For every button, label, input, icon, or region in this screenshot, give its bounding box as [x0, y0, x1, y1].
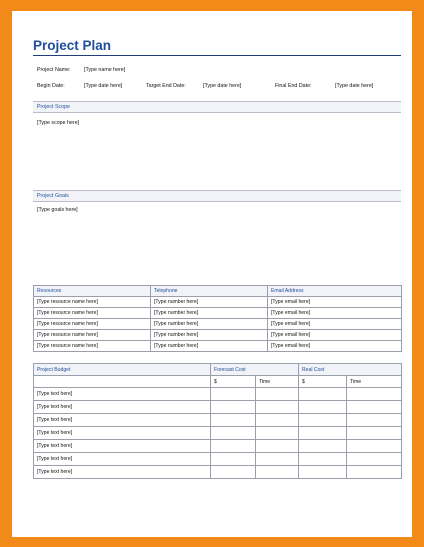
real-time-cell[interactable]: [347, 453, 402, 466]
budget-item-cell[interactable]: [Type text here]: [34, 427, 211, 440]
forecast-time-cell[interactable]: [256, 440, 299, 453]
email-cell[interactable]: [Type email here]: [268, 341, 402, 352]
real-time-cell[interactable]: [347, 427, 402, 440]
table-row: [34, 330, 402, 341]
forecast-time-cell[interactable]: [256, 466, 299, 479]
resources-header-row: [34, 286, 402, 297]
forecast-cost-column-header: Forecast Cost: [211, 364, 299, 376]
budget-item-cell[interactable]: [Type text here]: [34, 466, 211, 479]
table-row: [34, 401, 402, 414]
final-end-date-label: Final End Date:: [275, 83, 312, 89]
begin-date-field[interactable]: [Type date here]: [84, 83, 123, 89]
real-time-cell[interactable]: [347, 414, 402, 427]
table-row: [34, 440, 402, 453]
budget-header-row: [34, 364, 402, 376]
forecast-dollar-cell[interactable]: [211, 388, 256, 401]
page-title: Project Plan: [33, 38, 112, 53]
table-row: [34, 319, 402, 330]
forecast-dollar-cell[interactable]: [211, 453, 256, 466]
telephone-cell[interactable]: [Type number here]: [151, 297, 268, 308]
real-time-cell[interactable]: [347, 466, 402, 479]
table-row: [34, 341, 402, 352]
telephone-cell[interactable]: [Type number here]: [151, 330, 268, 341]
forecast-time-subheader: Time: [256, 376, 299, 388]
budget-item-cell[interactable]: [Type text here]: [34, 440, 211, 453]
table-row: [34, 466, 402, 479]
real-time-cell[interactable]: [347, 440, 402, 453]
table-row: [34, 388, 402, 401]
forecast-dollar-cell[interactable]: [211, 427, 256, 440]
project-goals-header: [33, 190, 401, 202]
target-end-date-field[interactable]: [Type date here]: [203, 83, 242, 89]
email-cell[interactable]: [Type email here]: [268, 330, 402, 341]
final-end-date-field[interactable]: [Type date here]: [335, 83, 374, 89]
title-divider: [33, 55, 401, 56]
email-cell[interactable]: [Type email here]: [268, 308, 402, 319]
budget-item-cell[interactable]: [Type text here]: [34, 401, 211, 414]
table-row: [34, 427, 402, 440]
document-page: [12, 11, 412, 537]
table-row: [34, 297, 402, 308]
budget-item-cell[interactable]: [Type text here]: [34, 388, 211, 401]
forecast-time-cell[interactable]: [256, 427, 299, 440]
table-row: [34, 414, 402, 427]
project-goals-field[interactable]: [Type goals here]: [37, 207, 78, 213]
real-dollar-cell[interactable]: [299, 427, 347, 440]
budget-item-cell[interactable]: [Type text here]: [34, 414, 211, 427]
real-dollar-cell[interactable]: [299, 388, 347, 401]
telephone-cell[interactable]: [Type number here]: [151, 319, 268, 330]
project-goals-heading: Project Goals: [37, 193, 69, 199]
forecast-dollar-subheader: $: [211, 376, 256, 388]
project-scope-field[interactable]: [Type scope here]: [37, 120, 80, 126]
project-name-label: Project Name:: [37, 67, 71, 73]
budget-table: [33, 363, 402, 479]
forecast-time-cell[interactable]: [256, 388, 299, 401]
forecast-time-cell[interactable]: [256, 453, 299, 466]
project-name-field[interactable]: [Type name here]: [84, 67, 126, 73]
email-cell[interactable]: [Type email here]: [268, 319, 402, 330]
forecast-dollar-cell[interactable]: [211, 414, 256, 427]
forecast-dollar-cell[interactable]: [211, 440, 256, 453]
real-dollar-cell[interactable]: [299, 466, 347, 479]
real-time-subheader: Time: [347, 376, 402, 388]
resource-name-cell[interactable]: [Type resource name here]: [34, 319, 151, 330]
begin-date-label: Begin Date:: [37, 83, 65, 89]
real-time-cell[interactable]: [347, 388, 402, 401]
forecast-time-cell[interactable]: [256, 414, 299, 427]
project-scope-header: [33, 101, 401, 113]
table-row: [34, 453, 402, 466]
resource-name-cell[interactable]: [Type resource name here]: [34, 341, 151, 352]
resource-name-cell[interactable]: [Type resource name here]: [34, 308, 151, 319]
telephone-cell[interactable]: [Type number here]: [151, 308, 268, 319]
budget-subheader-row: [34, 376, 402, 388]
budget-item-cell[interactable]: [Type text here]: [34, 453, 211, 466]
real-dollar-cell[interactable]: [299, 414, 347, 427]
real-dollar-cell[interactable]: [299, 453, 347, 466]
real-dollar-cell[interactable]: [299, 401, 347, 414]
table-row: [34, 308, 402, 319]
real-dollar-cell[interactable]: [299, 440, 347, 453]
forecast-time-cell[interactable]: [256, 401, 299, 414]
forecast-dollar-cell[interactable]: [211, 466, 256, 479]
real-time-cell[interactable]: [347, 401, 402, 414]
telephone-cell[interactable]: [Type number here]: [151, 341, 268, 352]
email-column-header: Email Address: [268, 286, 402, 297]
project-scope-heading: Project Scope: [37, 104, 70, 110]
resource-name-cell[interactable]: [Type resource name here]: [34, 297, 151, 308]
email-cell[interactable]: [Type email here]: [268, 297, 402, 308]
resource-name-cell[interactable]: [Type resource name here]: [34, 330, 151, 341]
real-dollar-subheader: $: [299, 376, 347, 388]
budget-subheader-blank: [34, 376, 211, 388]
resources-column-header: Resources: [34, 286, 151, 297]
telephone-column-header: Telephone: [151, 286, 268, 297]
target-end-date-label: Target End Date:: [146, 83, 186, 89]
real-cost-column-header: Real Cost: [299, 364, 402, 376]
forecast-dollar-cell[interactable]: [211, 401, 256, 414]
resources-table: [33, 285, 402, 352]
project-budget-column-header: Project Budget: [34, 364, 211, 376]
